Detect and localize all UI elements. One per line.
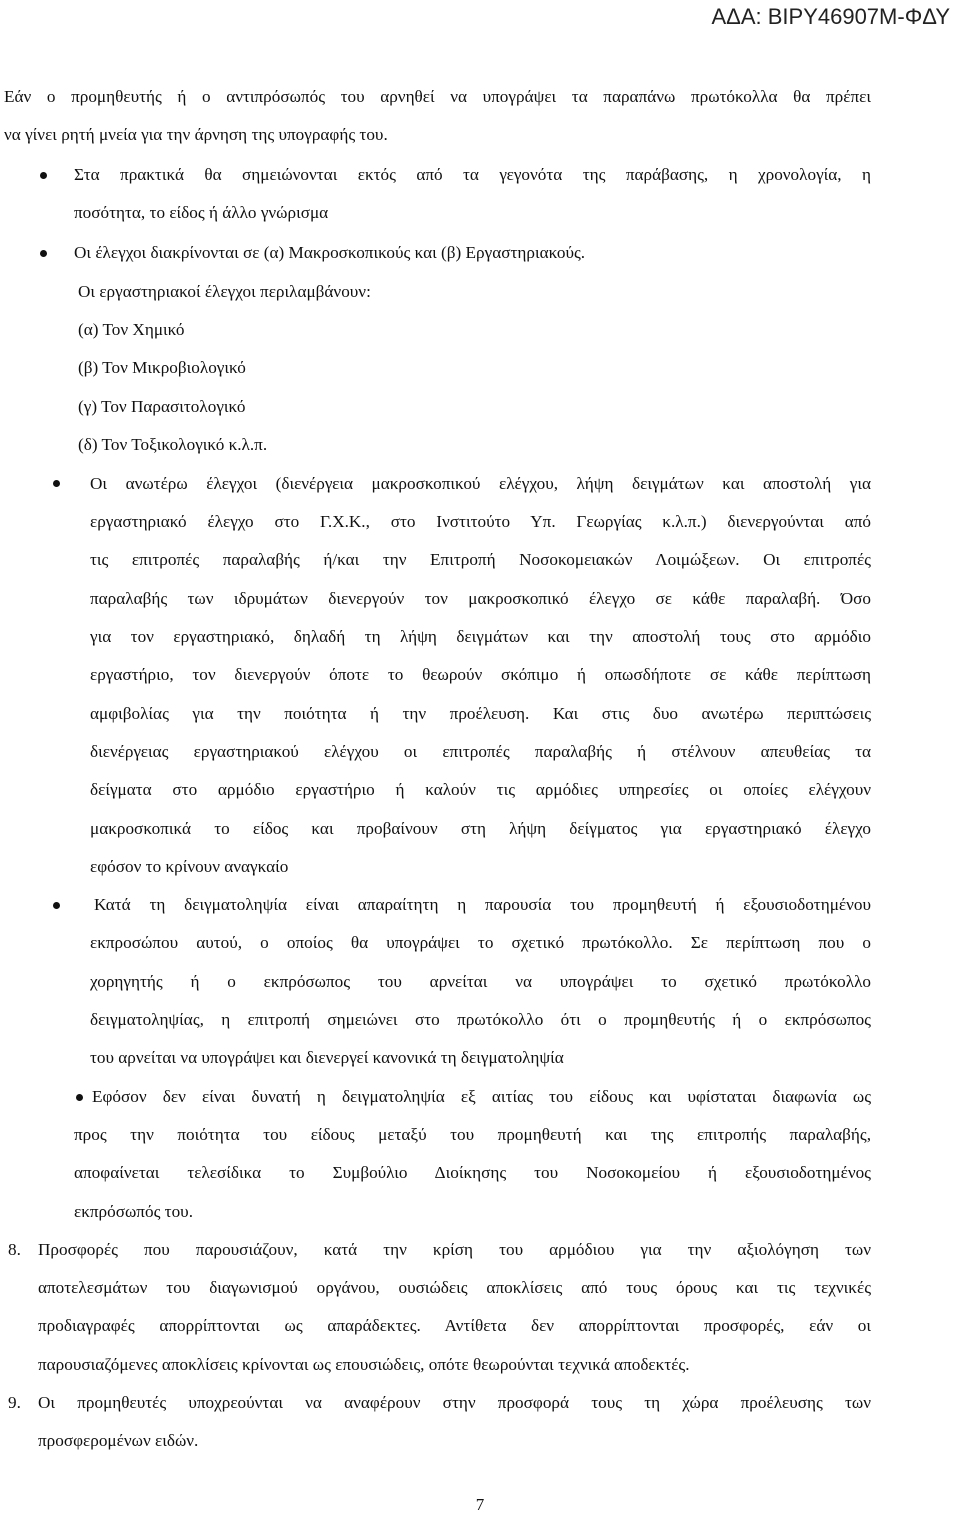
bullet2-item-d: (δ) Τον Τοξικολογικό κ.λ.π.	[78, 435, 268, 454]
bullet4-line-5: του αρνείται να υπογράψει και διενεργεί κανονικά τη δειγματοληψία	[90, 1048, 564, 1067]
item8-line-1: Προσφορές που παρουσιάζουν, κατά την κρίση του αρμόδιου για την αξιολόγηση των	[38, 1240, 871, 1259]
item8-line-4: παρουσιαζόμενες αποκλίσεις κρίνονται ως επουσιώδεις, οπότε θεωρούνται τεχνικά αποδεκτές.	[38, 1355, 690, 1374]
bullet-dot	[53, 480, 60, 487]
bullet3-line-6: εργαστήριο, τον διενεργούν όποτε το θεωρούν σκόπιμο ή οπωσδήποτε σε κάθε περίπτωση	[90, 665, 871, 684]
bullet1-line-2: ποσότητα, το είδος ή άλλο γνώρισμα	[74, 203, 329, 222]
bullet4-line-2: εκπροσώπου αυτού, ο οποίος θα υπογράψει το σχετικό πρωτόκολλο. Σε περίπτωση που ο	[90, 933, 871, 952]
bullet-dot	[40, 172, 47, 179]
item9-number: 9.	[8, 1393, 21, 1412]
intro-line-1: Εάν ο προμηθευτής ή ο αντιπρόσωπός του αρνηθεί να υπογράψει τα παραπάνω πρωτόκολλα θα πρέπει	[4, 87, 871, 106]
intro-line-2: να γίνει ρητή μνεία για την άρνηση της υπογραφής του.	[4, 125, 388, 144]
item8-line-3: προδιαγραφές απορρίπτονται ως απαράδεκτες. Αντίθετα δεν απορρίπτονται προσφορές, εάν οι	[38, 1316, 871, 1335]
page-number: 7	[475, 1495, 485, 1514]
bullet2-item-b: (β) Τον Μικροβιολογικό	[78, 358, 246, 377]
bullet3-line-1: Οι ανωτέρω έλεγχοι (διενέργεια μακροσκοπικού ελέγχου, λήψη δειγμάτων και αποστολή για	[90, 474, 871, 493]
bullet2-item-a: (α) Τον Χημικό	[78, 320, 185, 339]
bullet2-intro: Οι εργαστηριακοί έλεγχοι περιλαμβάνουν:	[78, 282, 371, 301]
bullet3-line-9: δείγματα στο αρμόδιο εργαστήριο ή καλούν τις αρμόδιες υπηρεσίες οι οποίες ελέγχουν	[90, 780, 871, 799]
bullet3-line-7: αμφιβολίας για την ποιότητα ή την προέλευση. Και στις δυο ανωτέρω περιπτώσεις	[90, 704, 871, 723]
bullet3-line-5: για τον εργαστηριακό, δηλαδή τη λήψη δειγμάτων και την αποστολή τους στο αρμόδιο	[90, 627, 871, 646]
bullet2-line-1: Οι έλεγχοι διακρίνονται σε (α) Μακροσκοπικούς και (β) Εργαστηριακούς.	[74, 243, 586, 262]
bullet4-line-3: χορηγητής ή ο εκπρόσωπος του αρνείται να υπογράψει το σχετικό πρωτόκολλο	[90, 972, 871, 991]
ada-header: ΑΔΑ: ΒΙΡΥ46907Μ-ΦΔΥ	[711, 4, 950, 29]
bullet4-line-1: Κατά τη δειγματοληψία είναι απαραίτητη η παρουσία του προμηθευτή ή εξουσιοδοτημένου	[94, 895, 871, 914]
bullet-dot	[53, 902, 60, 909]
bullet1-line-1: Στα πρακτικά θα σημειώνονται εκτός από τα γεγονότα της παράβασης, η χρονολογία, η	[74, 165, 871, 184]
bullet5-line-2: προς την ποιότητα του είδους μεταξύ του προμηθευτή και της επιτροπής παραλαβής,	[74, 1125, 871, 1144]
bullet3-line-11: εφόσον το κρίνουν αναγκαίο	[90, 857, 289, 876]
item8-line-2: αποτελεσμάτων του διαγωνισμού οργάνου, ουσιώδεις αποκλίσεις από τους όρους και τις τεχνικές	[38, 1278, 871, 1297]
item9-line-1: Οι προμηθευτές υποχρεούνται να αναφέρουν στην προσφορά τους τη χώρα προέλευσης των	[38, 1393, 871, 1412]
item8-number: 8.	[8, 1240, 21, 1259]
bullet-dot	[76, 1094, 83, 1101]
bullet5-line-3: αποφαίνεται τελεσίδικα το Συμβούλιο Διοίκησης του Νοσοκομείου ή εξουσιοδοτημένος	[74, 1163, 871, 1182]
bullet4-line-4: δειγματοληψίας, η επιτροπή σημειώνει στο πρωτόκολλο ότι ο προμηθευτής ή ο εκπρόσωπος	[90, 1010, 871, 1029]
bullet3-line-10: μακροσκοπικά το είδος και προβαίνουν στη λήψη δείγματος για εργαστηριακό έλεγχο	[90, 819, 871, 838]
bullet5-line-1: Εφόσον δεν είναι δυνατή η δειγματοληψία εξ αιτίας του είδους και υφίσταται διαφωνία ως	[92, 1087, 871, 1106]
bullet-dot	[40, 250, 47, 257]
bullet3-line-3: τις επιτροπές παραλαβής ή/και την Επιτροπή Νοσοκομειακών Λοιμώξεων. Οι επιτροπές	[90, 550, 871, 569]
bullet2-item-c: (γ) Τον Παρασιτολογικό	[78, 397, 246, 416]
bullet5-line-4: εκπρόσωπός του.	[74, 1202, 193, 1221]
bullet3-line-4: παραλαβής των ιδρυμάτων διενεργούν τον μακροσκοπικό έλεγχο σε κάθε παραλαβή. Όσο	[90, 589, 871, 608]
bullet3-line-8: διενέργειας εργαστηριακού ελέγχου οι επιτροπές παραλαβής ή στέλνουν απευθείας τα	[90, 742, 871, 761]
bullet3-line-2: εργαστηριακό έλεγχο στο Γ.Χ.Κ., στο Ινστιτούτο Υπ. Γεωργίας κ.λ.π.) διενεργούνται από	[90, 512, 871, 531]
item9-line-2: προσφερομένων ειδών.	[38, 1431, 199, 1450]
